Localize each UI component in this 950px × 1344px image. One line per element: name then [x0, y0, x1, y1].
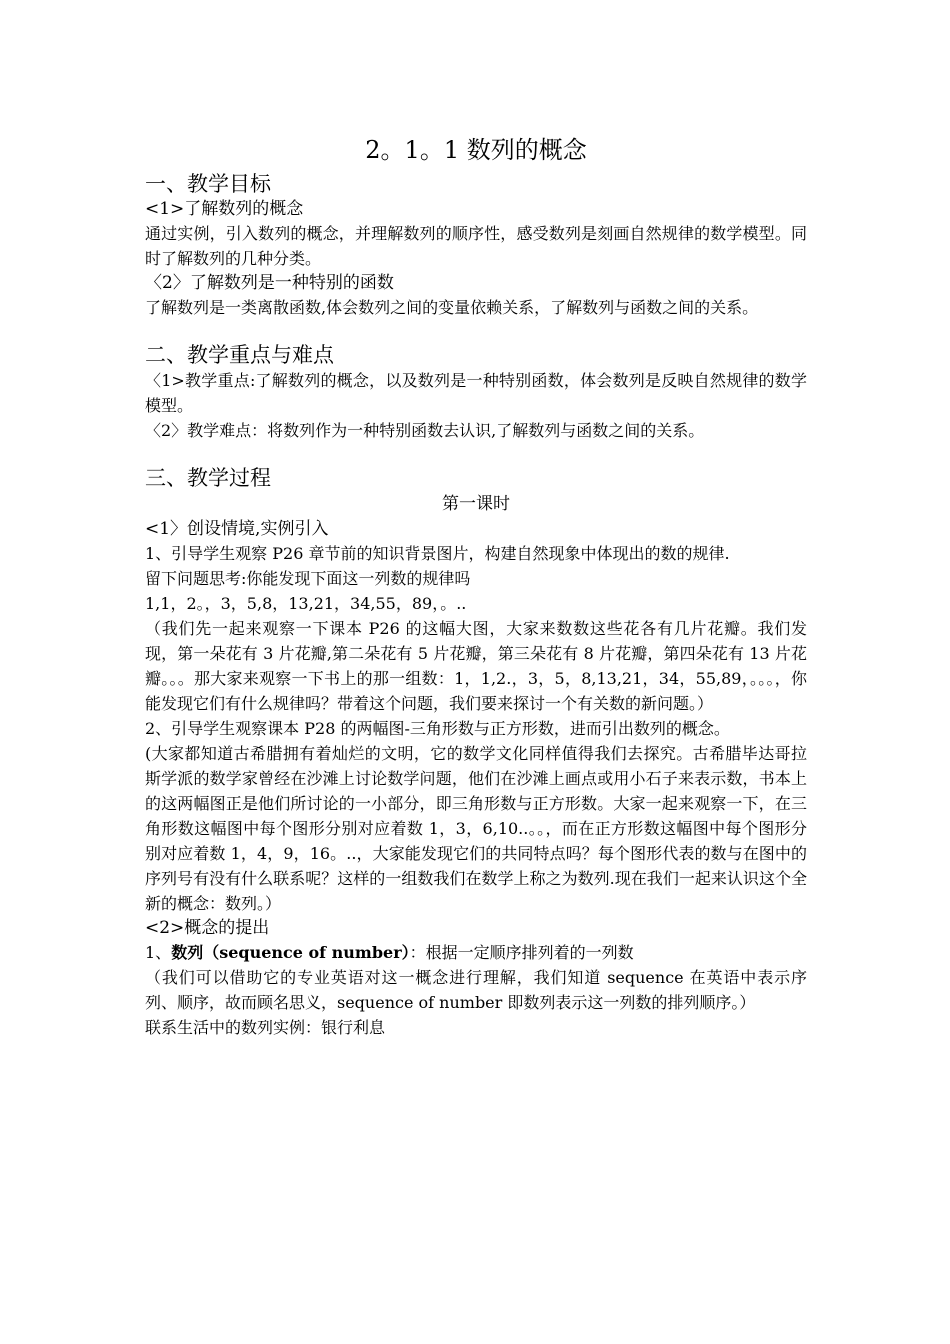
definition-line [145, 940, 807, 965]
paragraph: 〈1>教学重点:了解数列的概念，以及数列是一种特别函数，体会数列是反映自然规律的数学模型。 [145, 371, 807, 415]
page-title: 2。1。1 数列的概念 [365, 136, 587, 164]
definition-text: ：根据一定顺序排列着的一列数 [409, 943, 634, 962]
paragraph: （我们可以借助它的专业英语对这一概念进行理解，我们知道 sequence 在英语中表示序列、顺序，故而顾名思义，sequence of number 即数列表示这一列数的排列顺序。） [145, 968, 807, 1012]
paragraph: 联系生活中的数列实例：银行利息 [145, 1018, 386, 1037]
paragraph: 2、引导学生观察课本 P28 的两幅图-三角形数与正方形数，进而引出数列的概念。 [145, 719, 730, 738]
paragraph: 〈2〉教学难点：将数列作为一种特别函数去认识,了解数列与函数之间的关系。 [145, 421, 705, 440]
section-heading-process: 三、教学过程 [145, 466, 271, 490]
subheading-function: 〈2〉了解数列是一种特别的函数 [145, 273, 394, 293]
number-sequence: 1,1，2。，3，5,8，13,21，34,55，89，。.. [145, 594, 467, 613]
spacer [145, 320, 807, 342]
paragraph: 通过实例，引入数列的概念，并理解数列的顺序性，感受数列是刻画自然规律的数学模型。同时了解数列的几种分类。 [145, 224, 807, 268]
section-heading-key-points: 二、教学重点与难点 [145, 343, 334, 367]
subheading-concept: <1>了解数列的概念 [145, 199, 304, 219]
paragraph: （我们先一起来观察一下课本 P26 的这幅大图，大家来数数这些花各有几片花瓣。我们发现，第一朵花有 3 片花瓣,第二朵花有 5 片花瓣，第三朵花有 8 片花瓣，第四朵花有 13 片花瓣。。。那大家来观察一下书上的那一组数：1，1,2.，3，5，8,13,21，34，55,89，。。。，你能发现它们有什么规律吗？带着这个问题，我们要来探讨一个有关数的新问题。） [145, 619, 807, 713]
paragraph: 1、引导学生观察 P26 章节前的知识背景图片，构建自然现象中体现出的数的规律. [145, 544, 730, 563]
paragraph: (大家都知道古希腊拥有着灿烂的文明，它的数学文化同样值得我们去探究。古希腊毕达哥拉斯学派的数学家曾经在沙滩上讨论数学问题，他们在沙滩上画点或用小石子来表示数，书本上的这两幅图正是他们所讨论的一小部分，即三角形数与正方形数。大家一起来观察一下，在三角形数这幅图中每个图形分别对应着数 1，3，6,10..。。，而在正方形数这幅图中每个图形分别对应着数 1，4，9，16。..，大家能发现它们的共同特点吗？每个图形代表的数与在图中的序列号有没有什么联系呢？这样的一组数我们在数学上称之为数列.现在我们一起来认识这个全新的概念：数列。） [145, 744, 807, 913]
definition-term: 数列（sequence of number） [171, 943, 410, 962]
paragraph: 了解数列是一类离散函数,体会数列之间的变量依赖关系，了解数列与函数之间的关系。 [145, 298, 759, 317]
section-heading-objectives: 一、教学目标 [145, 172, 271, 196]
subheading-definition: <2>概念的提出 [145, 918, 270, 938]
definition-number: 1、 [145, 943, 172, 962]
document-content [145, 133, 807, 1040]
subheading-scenario: <1〉创设情境,实例引入 [145, 519, 329, 539]
lesson-label: 第一课时 [442, 494, 510, 514]
spacer [145, 443, 807, 465]
paragraph: 留下问题思考:你能发现下面这一列数的规律吗 [145, 569, 471, 588]
